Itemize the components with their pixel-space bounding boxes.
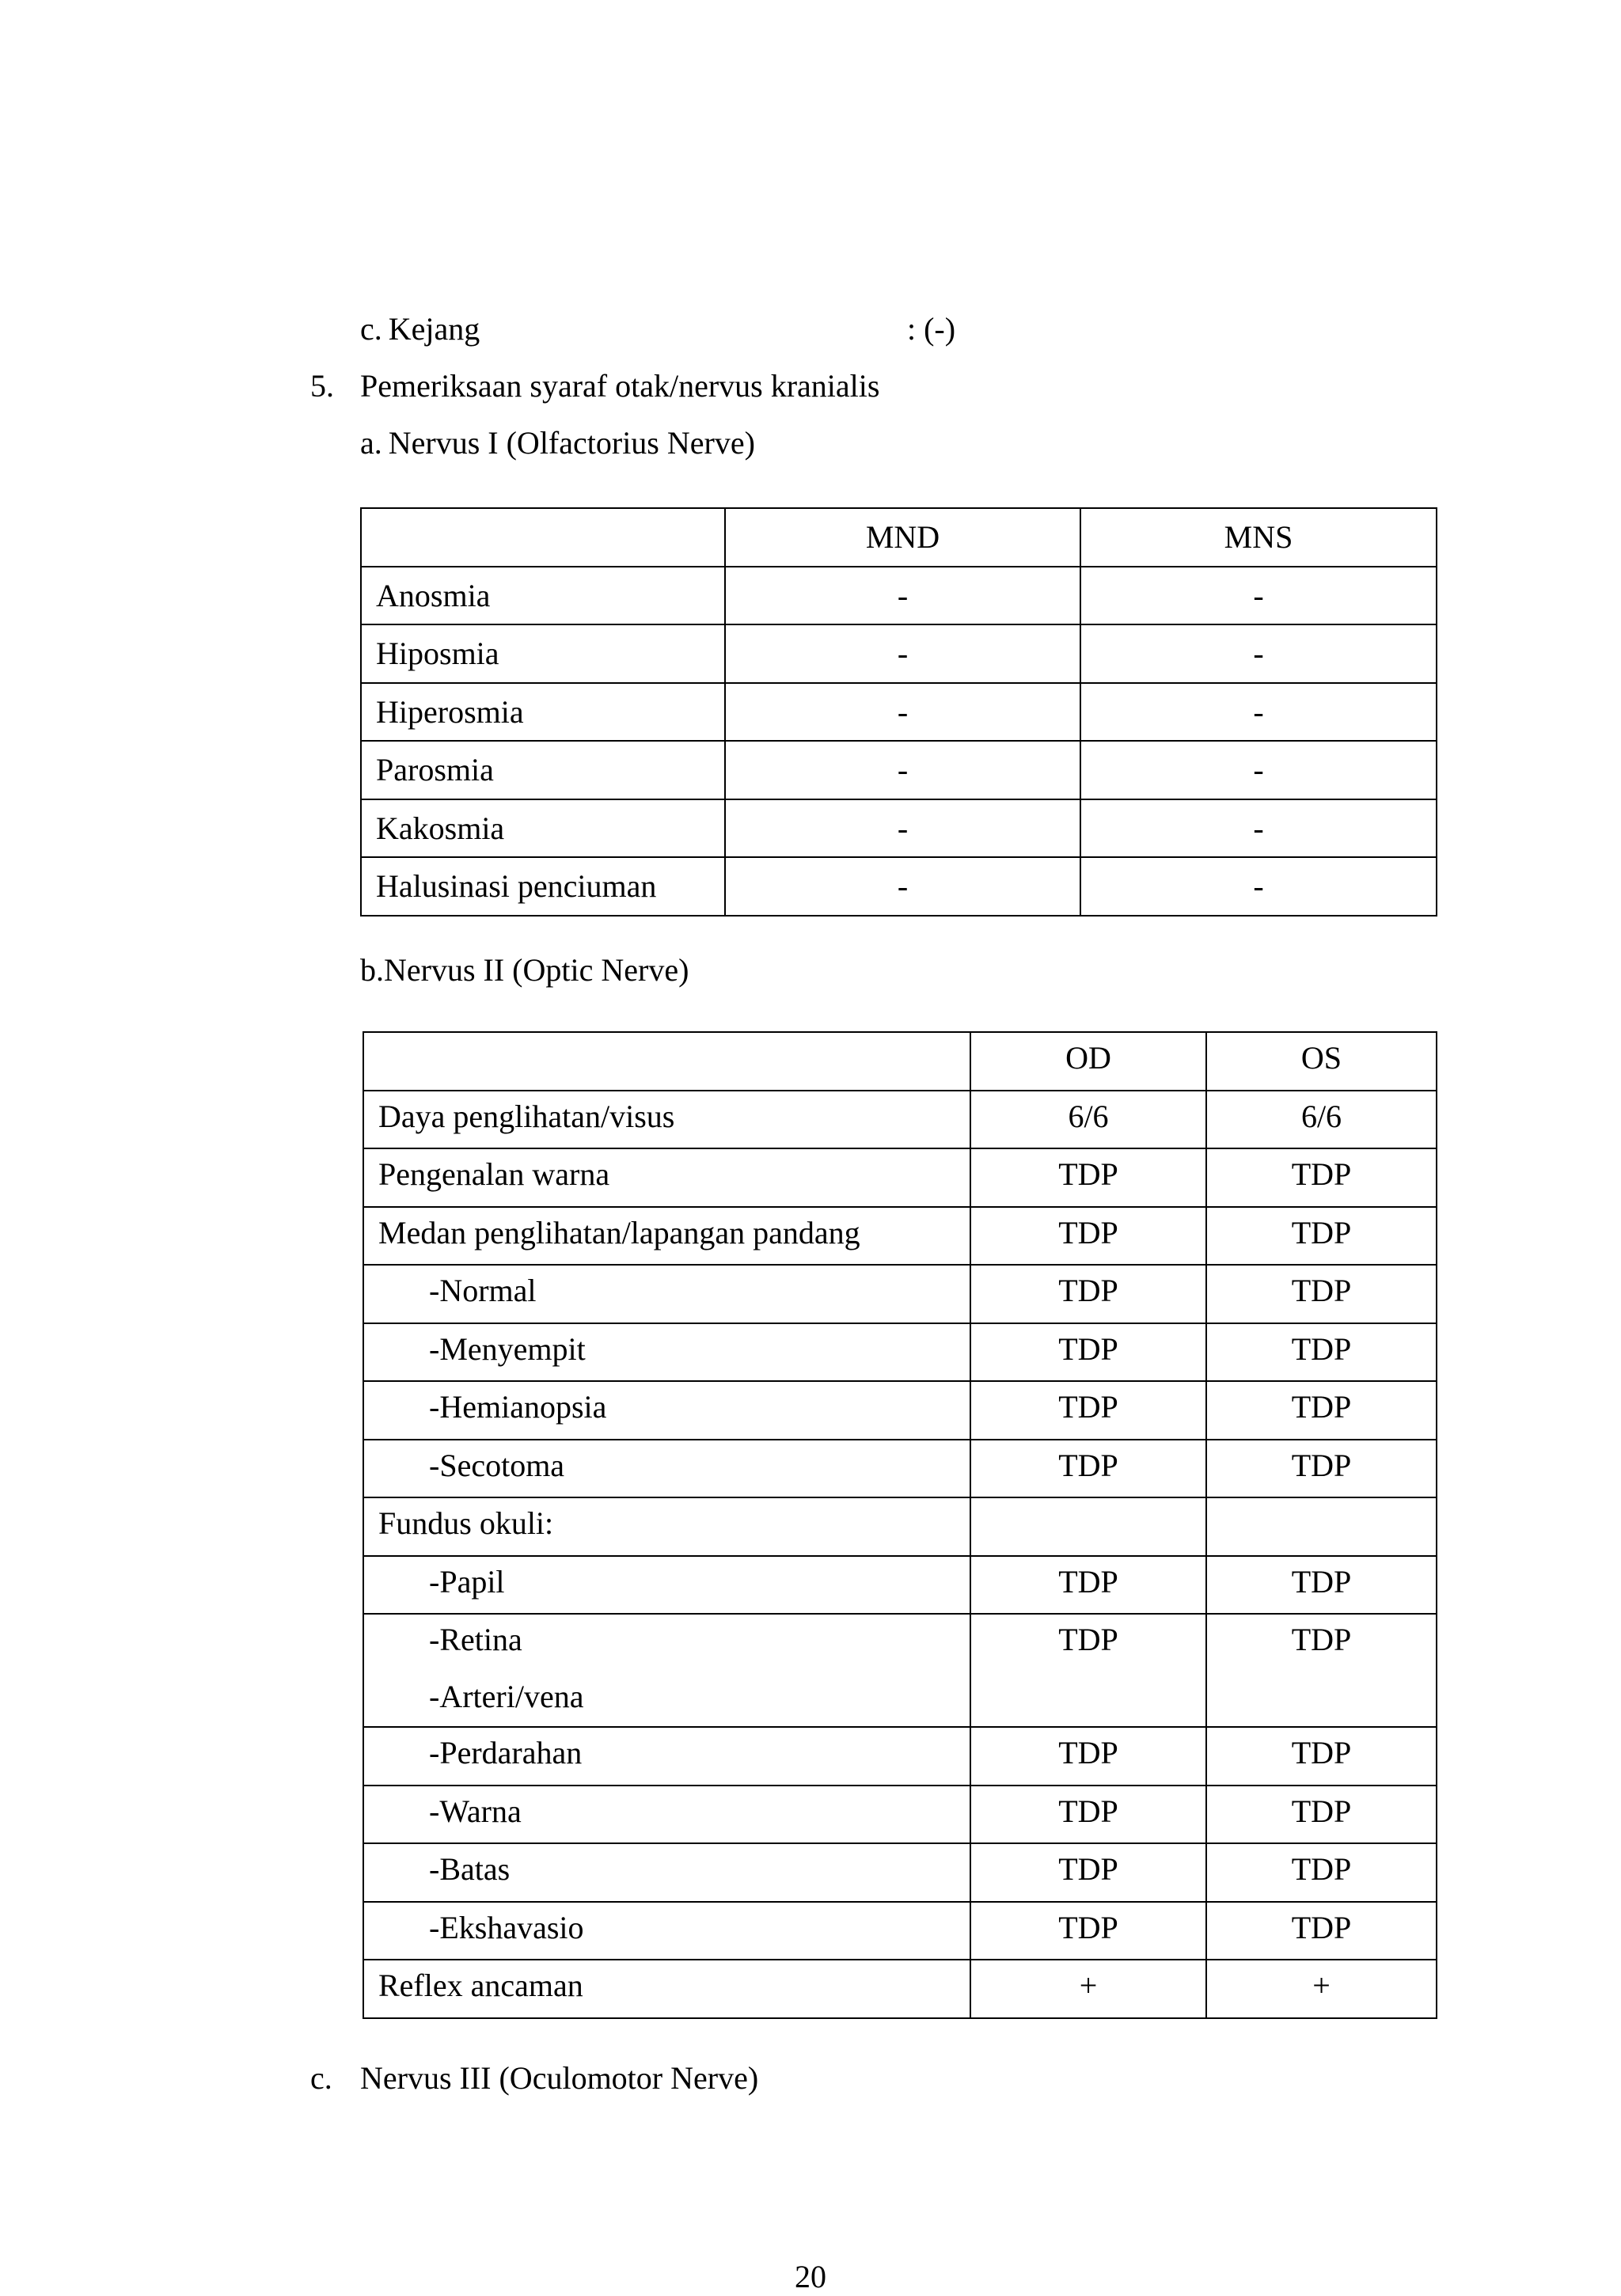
table-row	[361, 741, 1437, 799]
row-label-cell	[363, 1207, 970, 1266]
cell-os: TDP	[1206, 1614, 1437, 1727]
cell-mnd: -	[725, 624, 1080, 683]
row-label-cell	[363, 1497, 970, 1556]
table-row	[363, 1148, 1437, 1207]
row-label: -Ekshavasio	[429, 1909, 584, 1945]
cell-os: TDP	[1206, 1381, 1437, 1440]
table-row	[361, 567, 1437, 625]
table-header-row	[361, 508, 1437, 567]
cell-mnd: -	[725, 683, 1080, 742]
cell-mns: -	[1080, 624, 1437, 683]
row-label: Anosmia	[361, 567, 725, 625]
row-label: Daya penglihatan/visus	[378, 1098, 675, 1134]
row-label: -Batas	[429, 1851, 511, 1887]
cell-mnd: -	[725, 799, 1080, 858]
cell-od: TDP	[970, 1786, 1206, 1844]
cell-od: TDP	[970, 1265, 1206, 1323]
nervus-2-table	[363, 1031, 1437, 2019]
nervus-2-heading: b.Nervus II (Optic Nerve)	[360, 952, 689, 988]
row-label-cell	[363, 1265, 970, 1323]
table-row	[363, 1902, 1437, 1960]
row-label: Parosmia	[361, 741, 725, 799]
nervus-3-heading: Nervus III (Oculomotor Nerve)	[360, 2060, 759, 2096]
row-label-cell	[363, 1091, 970, 1149]
row-label: -Secotoma	[429, 1447, 565, 1483]
cell-od: TDP	[970, 1207, 1206, 1266]
row-label: -Normal	[429, 1273, 537, 1308]
cell-os: +	[1206, 1960, 1437, 2018]
table-row	[363, 1381, 1437, 1440]
row-label: -Perdarahan	[429, 1735, 583, 1770]
cell-os: TDP	[1206, 1265, 1437, 1323]
row-label: Hiperosmia	[361, 683, 725, 742]
section-5-title: Pemeriksaan syaraf otak/nervus kranialis	[360, 368, 880, 404]
cell-os: TDP	[1206, 1786, 1437, 1844]
row-label: Pengenalan warna	[378, 1156, 610, 1192]
table-row	[361, 857, 1437, 916]
cell-od: 6/6	[970, 1091, 1206, 1149]
cell-od: TDP	[970, 1148, 1206, 1207]
cell-os	[1206, 1497, 1437, 1556]
row-label-cell	[363, 1440, 970, 1498]
cell-mns: -	[1080, 799, 1437, 858]
cell-os: TDP	[1206, 1556, 1437, 1615]
row-label: -Warna	[429, 1793, 522, 1829]
row-label-cell	[363, 1727, 970, 1786]
row-label: Kakosmia	[361, 799, 725, 858]
nervus-1-heading: a. Nervus I (Olfactorius Nerve)	[360, 425, 755, 461]
table-row	[361, 624, 1437, 683]
table-row	[363, 1960, 1437, 2018]
nervus-1-table	[360, 507, 1437, 917]
row-label: Hiposmia	[361, 624, 725, 683]
cell-od: TDP	[970, 1843, 1206, 1902]
row-label-cell	[363, 1843, 970, 1902]
cell-os: TDP	[1206, 1207, 1437, 1266]
row-label: Fundus okuli:	[378, 1505, 554, 1541]
cell-od: TDP	[970, 1440, 1206, 1498]
row-label-cell	[363, 1148, 970, 1207]
table-row	[363, 1265, 1437, 1323]
page-number: 20	[795, 2259, 826, 2294]
row-label-cell	[363, 1960, 970, 2018]
cell-os: TDP	[1206, 1843, 1437, 1902]
table-row	[361, 799, 1437, 858]
cell-mns: -	[1080, 741, 1437, 799]
cell-os: TDP	[1206, 1727, 1437, 1786]
cell-od: TDP	[970, 1556, 1206, 1615]
row-label-cell	[363, 1556, 970, 1615]
cell-mns: -	[1080, 683, 1437, 742]
cell-od: TDP	[970, 1381, 1206, 1440]
cell-od	[970, 1497, 1206, 1556]
row-label-cell	[363, 1614, 970, 1727]
table-row	[363, 1091, 1437, 1149]
cell-mns: -	[1080, 567, 1437, 625]
cell-od: TDP	[970, 1902, 1206, 1960]
table-header-row	[363, 1032, 1437, 1091]
cell-os: TDP	[1206, 1148, 1437, 1207]
cell-mnd: -	[725, 741, 1080, 799]
header-cell-empty	[361, 508, 725, 567]
row-label: -Retina	[429, 1622, 522, 1657]
row-label-secondary: -Arteri/vena	[429, 1679, 584, 1714]
row-label: -Hemianopsia	[429, 1389, 607, 1425]
section-5-number: 5.	[310, 368, 334, 404]
table-row	[363, 1323, 1437, 1382]
cell-od: TDP	[970, 1614, 1206, 1727]
table-row	[363, 1786, 1437, 1844]
table-row	[363, 1556, 1437, 1615]
cell-mnd: -	[725, 567, 1080, 625]
nervus-1-table-body	[361, 508, 1437, 916]
row-label-cell	[363, 1323, 970, 1382]
row-label: -Menyempit	[429, 1330, 586, 1367]
kejang-value: : (-)	[907, 311, 956, 347]
cell-os: TDP	[1206, 1440, 1437, 1498]
row-label: Reflex ancaman	[378, 1968, 583, 2003]
table-row	[363, 1207, 1437, 1266]
table-row	[363, 1440, 1437, 1498]
table-row	[361, 683, 1437, 742]
header-cell-od: OD	[970, 1032, 1206, 1091]
header-cell-empty	[363, 1032, 970, 1091]
table-row	[363, 1614, 1437, 1727]
cell-od: TDP	[970, 1323, 1206, 1382]
table-row	[363, 1497, 1437, 1556]
row-label-cell	[363, 1381, 970, 1440]
section-c-letter: c.	[310, 2060, 332, 2096]
header-cell-os: OS	[1206, 1032, 1437, 1091]
table-row	[363, 1843, 1437, 1902]
cell-mnd: -	[725, 857, 1080, 916]
cell-os: TDP	[1206, 1323, 1437, 1382]
cell-mns: -	[1080, 857, 1437, 916]
row-label-cell	[363, 1786, 970, 1844]
table-row	[363, 1727, 1437, 1786]
kejang-label: c. Kejang	[360, 311, 480, 347]
header-cell-mns: MNS	[1080, 508, 1437, 567]
row-label: -Papil	[429, 1563, 505, 1600]
row-label: Halusinasi penciuman	[361, 857, 725, 916]
row-label-cell	[363, 1902, 970, 1960]
cell-os: TDP	[1206, 1902, 1437, 1960]
cell-os: 6/6	[1206, 1091, 1437, 1149]
cell-od: +	[970, 1960, 1206, 2018]
row-label: Medan penglihatan/lapangan pandang	[378, 1214, 860, 1250]
cell-od: TDP	[970, 1727, 1206, 1786]
header-cell-mnd: MND	[725, 508, 1080, 567]
nervus-2-table-body	[363, 1032, 1437, 2018]
